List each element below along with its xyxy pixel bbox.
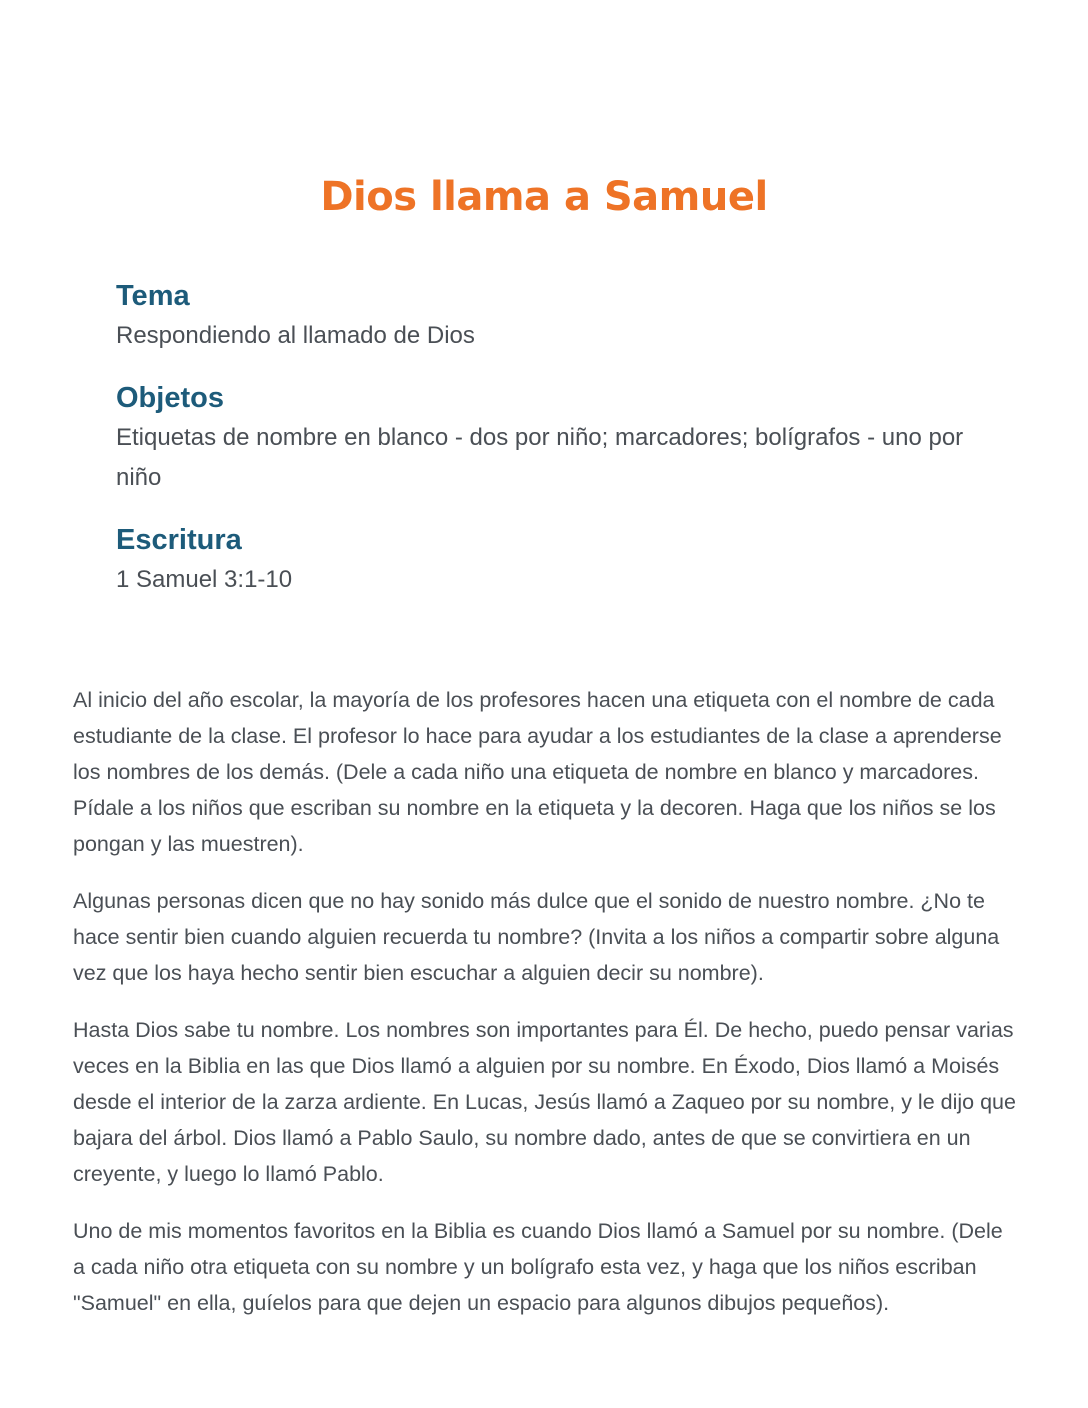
body-paragraph: Algunas personas dicen que no hay sonido más dulce que el sonido de nuestro nombre. ¿No te hace sentir bien cuando alguien recuerda tu nombre? (Invita a los niños a compartir sobre alguna vez que los haya hecho sentir bien escuchar a alguien decir su nombre). bbox=[73, 889, 1000, 985]
body-paragraph: Uno de mis momentos favoritos en la Biblia es cuando Dios llamó a Samuel por su nombre. (Dele a cada niño otra etiqueta con su nombre y un bolígrafo esta vez, y haga que los niños escriban "Samuel" en ella, guíelos para que dejen un espacio para algunos dibujos pequeños). bbox=[73, 1219, 1003, 1315]
tema-value: Respondiendo al llamado de Dios bbox=[116, 322, 475, 349]
lesson-body bbox=[73, 682, 1018, 1342]
objetos-heading: Objetos bbox=[116, 382, 224, 414]
escritura-value: 1 Samuel 3:1-10 bbox=[116, 566, 293, 593]
body-paragraph: Al inicio del año escolar, la mayoría de los profesores hacen una etiqueta con el nombre de cada estudiante de la clase. El profesor lo hace para ayudar a los estudiantes de la clase a aprenderse los nombres de los demás. (Dele a cada niño una etiqueta de nombre en blanco y marcadores. Pídale a los niños que escriban su nombre en la etiqueta y la decoren. Haga que los niños se los pongan y las muestren). bbox=[73, 688, 1002, 856]
escritura-heading: Escritura bbox=[116, 524, 242, 556]
tema-heading: Tema bbox=[116, 280, 190, 312]
lesson-meta bbox=[116, 276, 976, 622]
page-title: Dios llama a Samuel bbox=[320, 173, 768, 220]
body-paragraph: Hasta Dios sabe tu nombre. Los nombres son importantes para Él. De hecho, puedo pensar varias veces en la Biblia en las que Dios llamó a alguien por su nombre. En Éxodo, Dios llamó a Moisés desde el interior de la zarza ardiente. En Lucas, Jesús llamó a Zaqueo por su nombre, y le dijo que bajara del árbol. Dios llamó a Pablo Saulo, su nombre dado, antes de que se convirtiera en un creyente, y luego lo llamó Pablo. bbox=[73, 1018, 1016, 1186]
objetos-value: Etiquetas de nombre en blanco - dos por niño; marcadores; bolígrafos - uno por niño bbox=[116, 424, 964, 491]
